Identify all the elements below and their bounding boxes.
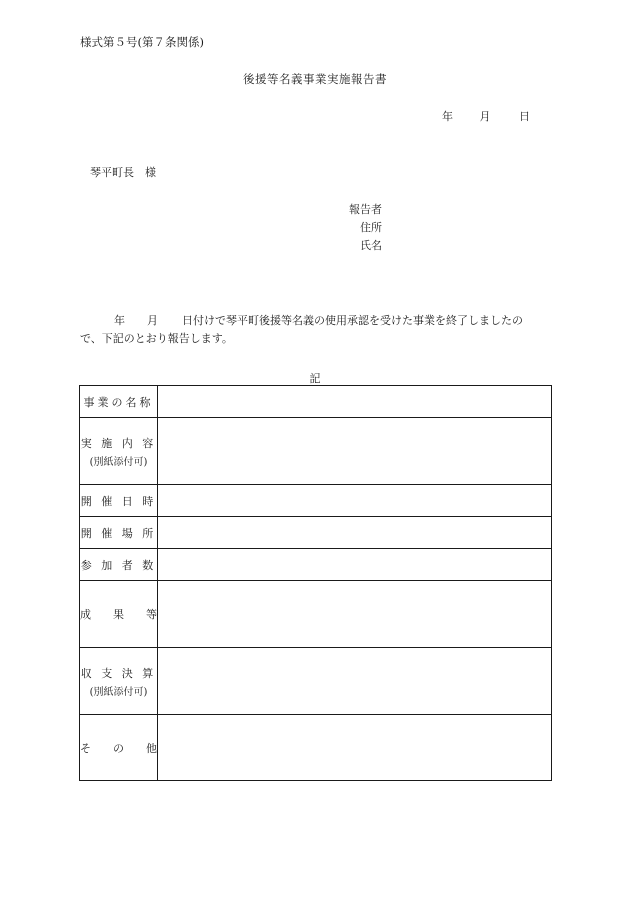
body-text-line2: で、下記のとおり報告します。: [80, 332, 233, 345]
row-value-event-name[interactable]: [158, 386, 552, 418]
form-number: 様式第５号(第７条関係): [80, 35, 204, 49]
table-row: [80, 549, 552, 581]
row-value-other[interactable]: [158, 715, 552, 781]
table-row: [80, 485, 552, 517]
date-day: 日: [519, 110, 530, 123]
record-table: [79, 385, 552, 781]
row-label-content: 実 施 内 容 (別紙添付可): [80, 418, 158, 485]
reporter-address-label: 住所: [360, 221, 382, 234]
document-title: 後援等名義事業実施報告書: [243, 72, 387, 86]
table-row: [80, 581, 552, 648]
body-text: [80, 312, 560, 348]
row-value-venue[interactable]: [158, 517, 552, 549]
table-row: [80, 386, 552, 418]
row-value-budget[interactable]: [158, 648, 552, 715]
reporter-block: [346, 201, 382, 255]
row-value-results[interactable]: [158, 581, 552, 648]
addressee: 琴平町長 様: [90, 166, 156, 179]
row-label-budget: 収 支 決 算 (別紙添付可): [80, 648, 158, 715]
row-sublabel-content: (別紙添付可): [89, 456, 148, 468]
date-year: 年: [442, 110, 453, 123]
table-row: [80, 648, 552, 715]
body-month: 月: [147, 314, 158, 327]
table-row: [80, 715, 552, 781]
row-value-datetime[interactable]: [158, 485, 552, 517]
table-row: [80, 517, 552, 549]
reporter-name-label: 氏名: [360, 239, 382, 252]
record-heading: 記: [309, 372, 321, 385]
row-label-venue: 開 催 場 所: [80, 517, 158, 549]
date-month: 月: [479, 110, 491, 123]
body-text-line1: 日付けで琴平町後援等名義の使用承認を受けた事業を終了しましたの: [182, 314, 523, 327]
row-label-other: そ の 他: [80, 715, 158, 781]
date-line: [442, 108, 530, 124]
row-label-participants: 参 加 者 数: [80, 549, 158, 581]
table-row: [80, 418, 552, 485]
row-value-content[interactable]: [158, 418, 552, 485]
body-year: 年: [114, 314, 125, 327]
row-value-participants[interactable]: [158, 549, 552, 581]
row-label-datetime: 開 催 日 時: [80, 485, 158, 517]
row-label-event-name: 事業の名称: [80, 386, 158, 418]
row-sublabel-budget: (別紙添付可): [89, 686, 148, 698]
row-label-results: 成 果 等: [80, 581, 158, 648]
reporter-heading: 報告者: [349, 203, 382, 216]
